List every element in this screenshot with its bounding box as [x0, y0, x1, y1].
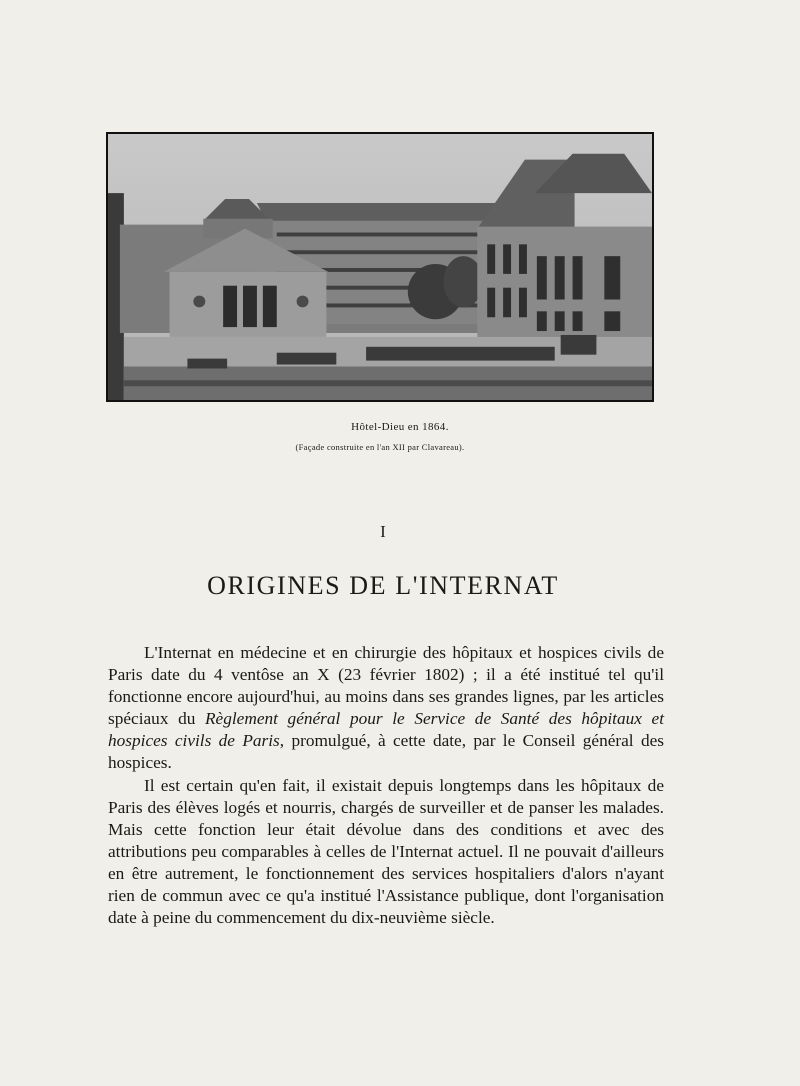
chapter-title: ORIGINES DE L'INTERNAT [207, 571, 559, 600]
figure-caption-title: Hôtel-Dieu en 1864. [351, 421, 449, 433]
chapter-body [108, 642, 664, 929]
paragraph-1-text-a: L'Internat en médecine et en chirurgie des hôpitaux et hospices civils de Paris date du 4 ventôse an X (23 février 1802) ; il a été institué tel qu'il fonctionne encore aujourd'hui, au moins dans ses grandes lignes, par les articles spéciaux du [108, 643, 664, 729]
paragraph-1 [108, 642, 664, 775]
paragraph-1-italic-title: Règlement général pour le Service de Santé des hôpitaux et hospices civils de Paris [108, 709, 664, 751]
paragraph-1-text-b: , promulgué, à cette date, par le Conseil général des hospices. [108, 731, 664, 773]
chapter-number: I [380, 522, 386, 541]
hotel-dieu-photograph [106, 132, 654, 402]
figure-caption-subtitle: (Façade construite en l'an XII par Clavareau). [295, 442, 465, 452]
paragraph-2: Il est certain qu'en fait, il existait depuis longtemps dans les hôpitaux de Paris des élèves logés et nourris, chargés de surveiller et de panser les malades. Mais cette fonction leur était dévolue dans des conditions et avec des attributions peu comparables à celles de l'Internat actuel. Il ne pouvait d'ailleurs en être autrement, le fonctionnement des services hospitaliers d'alors n'ayant rien de commun avec ce qu'a institué l'Assistance publique, dont l'organisation date à peine du commencement du dix-neuvième siècle. [108, 775, 664, 928]
photo-illustration [108, 134, 652, 400]
